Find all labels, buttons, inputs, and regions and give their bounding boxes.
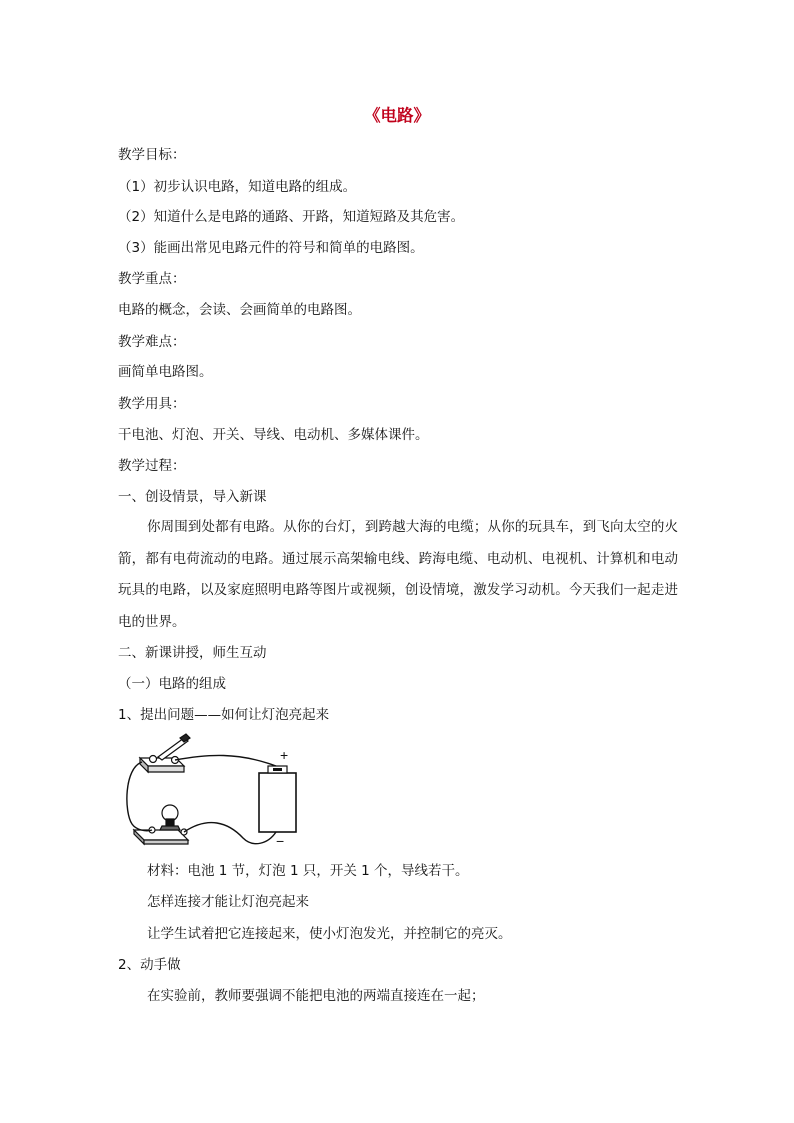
section1-paragraph: 你周围到处都有电路。从你的台灯，到跨越大海的电缆；从你的玩具车，到飞向太空的火箭，都有电荷流动的电路。通过展示高架输电线、跨海电缆、电动机、电视机、计算机和电动玩具的电路，以及家庭照明电路等图片或视频，创设情境，激发学习动机。今天我们一起走进电的世界。	[118, 519, 678, 630]
battery-minus-label: −	[276, 833, 285, 849]
question-text: 怎样连接才能让灯泡亮起来	[147, 894, 309, 910]
difficulty-heading: 教学难点：	[118, 334, 186, 350]
page-title: 《电路》	[364, 106, 430, 125]
goal-item: （3）能画出常见电路元件的符号和简单的电路图。	[118, 240, 424, 256]
battery-plus-label: +	[280, 747, 289, 763]
process-heading: 教学过程：	[118, 458, 186, 474]
goals-heading: 教学目标：	[118, 147, 186, 163]
circuit-illustration	[118, 732, 308, 850]
battery-icon	[259, 766, 296, 832]
tools-text: 干电池、灯泡、开关、导线、电动机、多媒体课件。	[118, 427, 429, 443]
materials-text: 材料：电池 1 节，灯泡 1 只，开关 1 个，导线若干。	[147, 863, 469, 879]
section1-heading: 一、创设情景，导入新课	[118, 489, 267, 505]
switch-icon	[140, 734, 190, 772]
instruction-text: 让学生试着把它连接起来，使小灯泡发光，并控制它的亮灭。	[147, 926, 512, 942]
goal-item: （2）知道什么是电路的通路、开路，知道短路及其危害。	[118, 209, 465, 225]
subsection1-heading: （一）电路的组成	[118, 676, 226, 692]
circuit-figure	[118, 732, 308, 850]
lamp-icon	[134, 805, 188, 844]
key-points-text: 电路的概念，会读、会画简单的电路图。	[118, 302, 361, 318]
section2-heading: 二、新课讲授，师生互动	[118, 645, 267, 661]
step2-heading: 2、动手做	[118, 957, 181, 973]
step2-text: 在实验前，教师要强调不能把电池的两端直接连在一起；	[147, 988, 485, 1004]
step1-heading: 1、提出问题——如何让灯泡亮起来	[118, 707, 330, 723]
tools-heading: 教学用具：	[118, 396, 186, 412]
key-points-heading: 教学重点：	[118, 271, 186, 287]
goal-item: （1）初步认识电路，知道电路的组成。	[118, 179, 357, 195]
difficulty-text: 画简单电路图。	[118, 364, 213, 380]
